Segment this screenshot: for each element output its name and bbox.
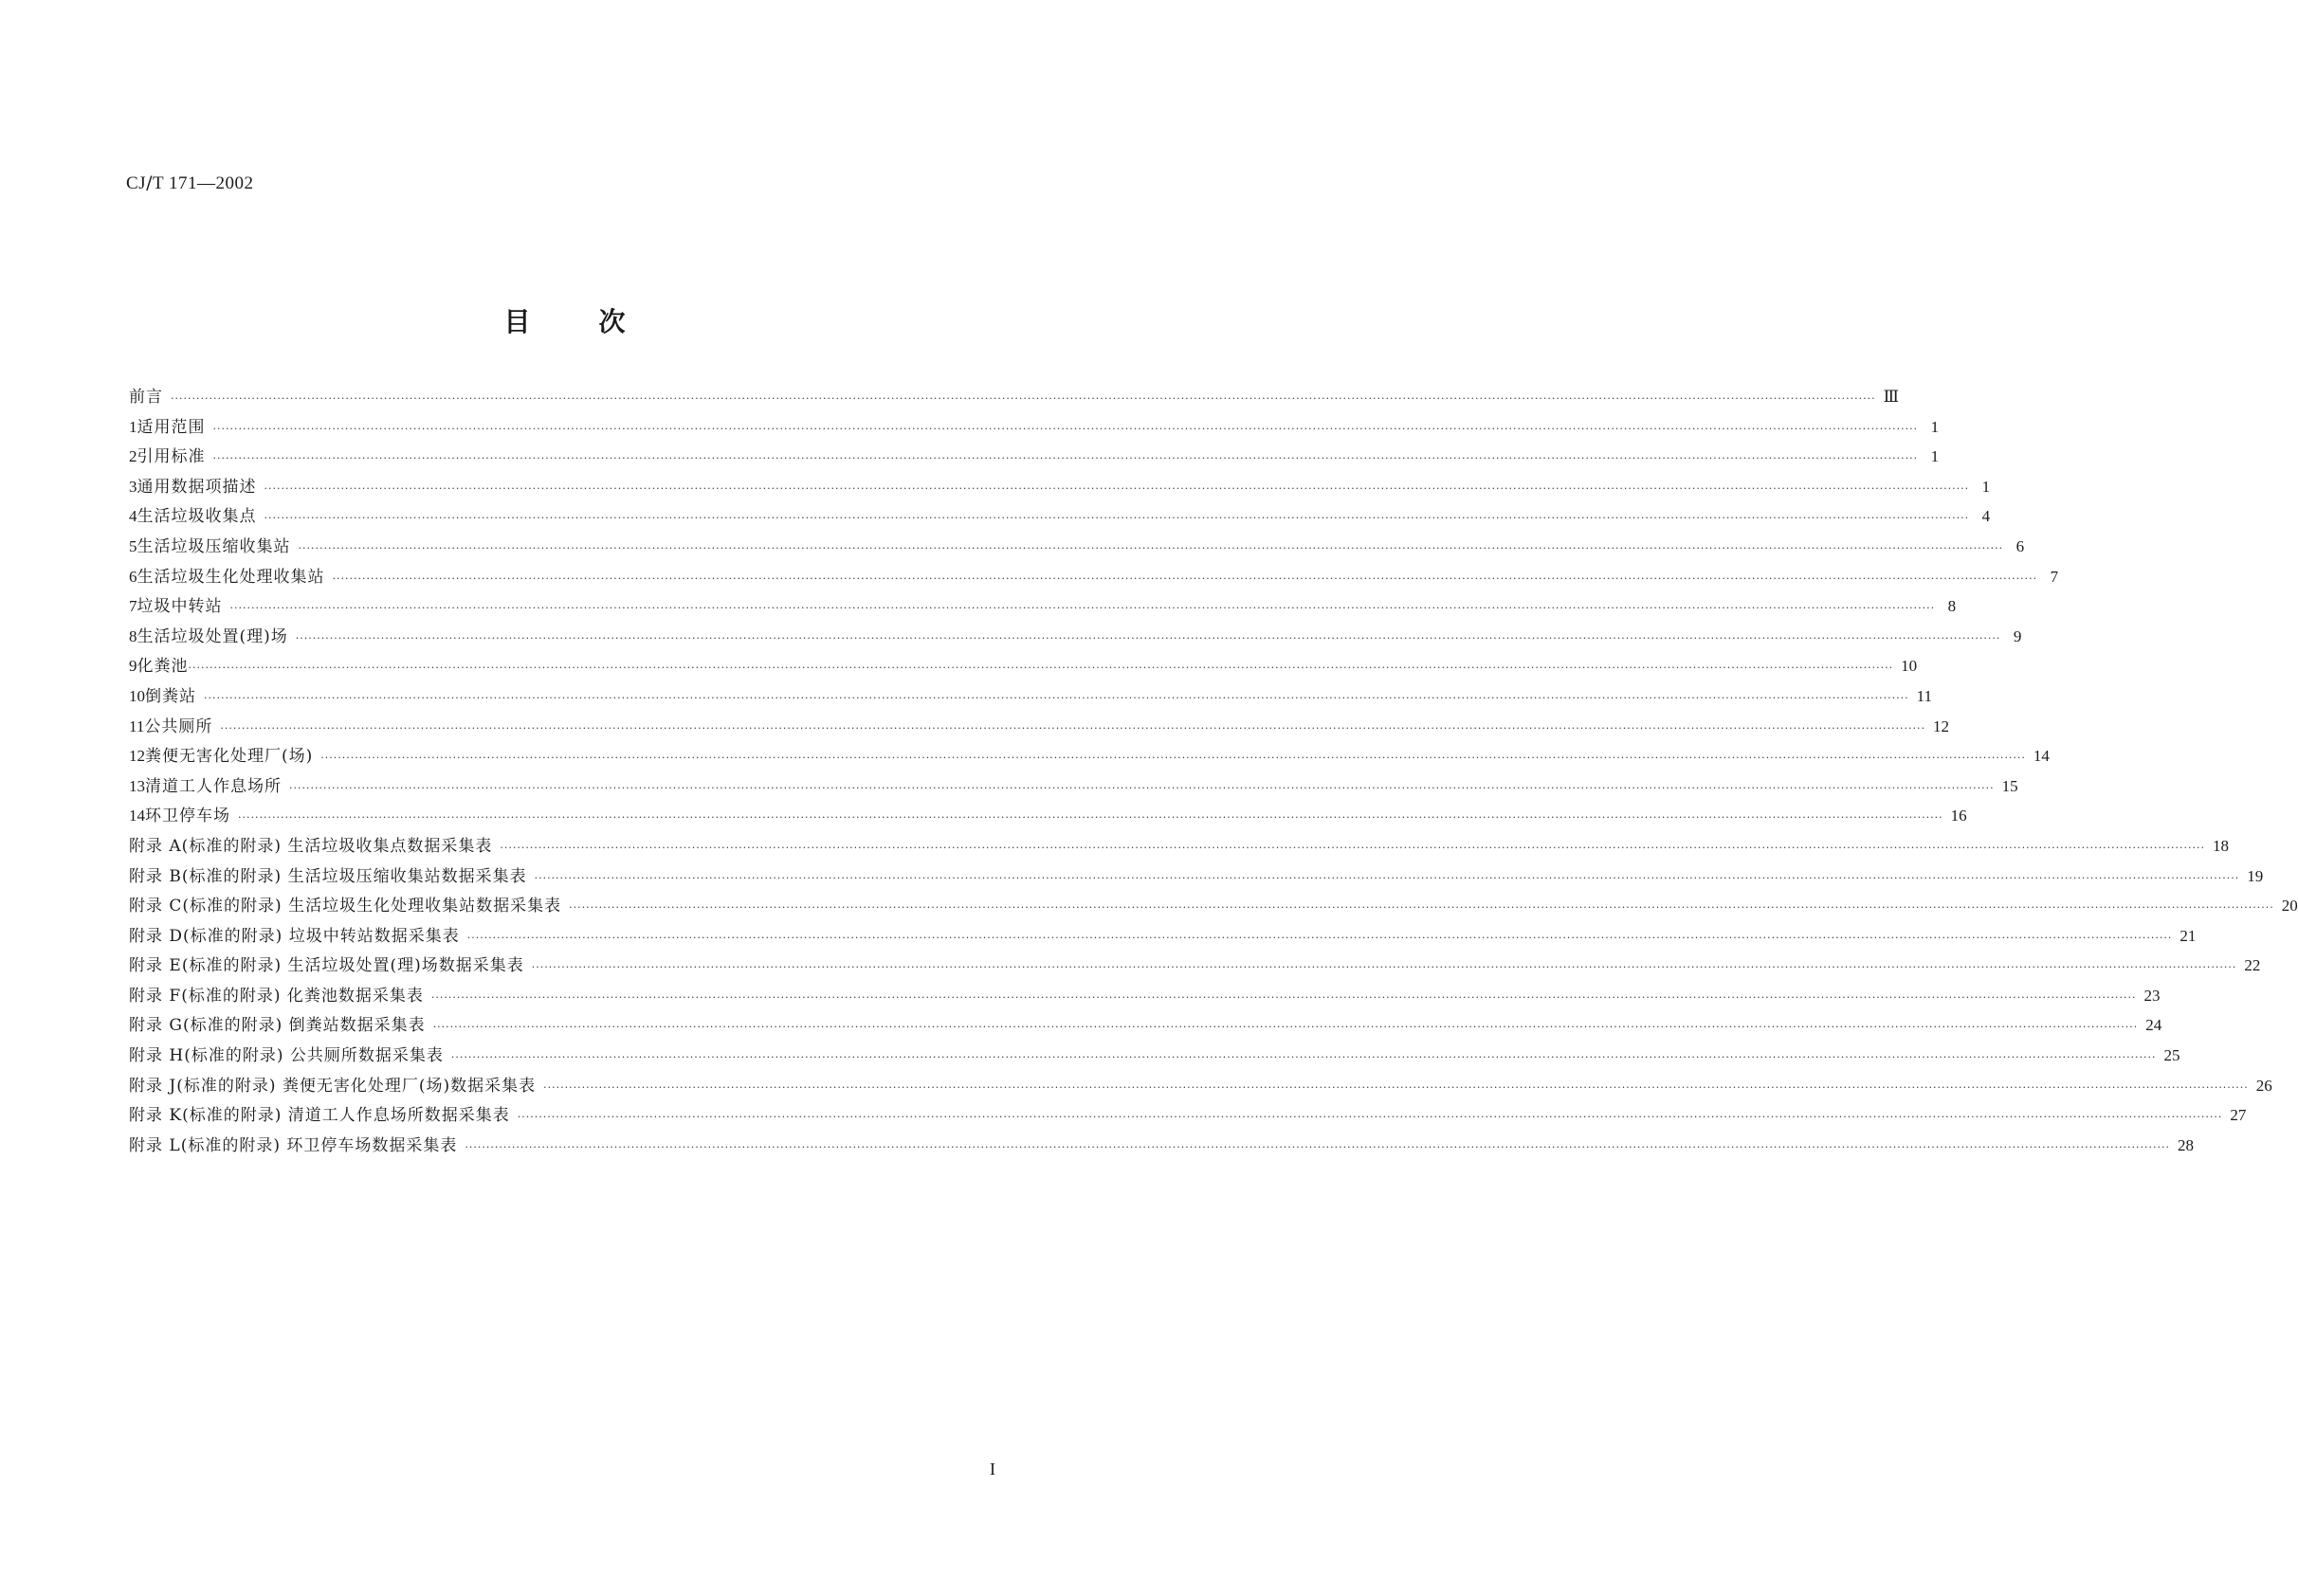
toc-entry-title: 通用数据项描述	[137, 477, 257, 497]
toc-entry-number: 2	[129, 447, 137, 466]
toc-entry-page: 22	[2244, 956, 2261, 975]
toc-entry-page: 28	[2178, 1135, 2195, 1154]
page-number: I	[990, 1460, 995, 1478]
toc-entry[interactable]	[129, 801, 1967, 831]
toc-entry-title: 生活垃圾处置(理)场	[137, 626, 288, 646]
toc-entry-page: 24	[2145, 1016, 2162, 1035]
toc-entry-title: 适用范围	[137, 417, 206, 437]
toc-entry[interactable]	[129, 382, 1900, 412]
toc-entry-title: 附录 E(标准的附录) 生活垃圾处置(理)场数据采集表	[129, 956, 524, 976]
toc-entry-title: 引用标准	[137, 447, 206, 467]
toc-entry-title: 垃圾中转站	[137, 597, 223, 617]
toc-entry-number: 3	[129, 477, 137, 496]
toc-title: 目次	[503, 306, 694, 337]
toc-entry-page: 1	[1930, 447, 1940, 466]
toc-leader-dots: ················································································································································································································································································································································································································	[295, 631, 2001, 644]
toc-entry-page: 16	[1950, 807, 1967, 825]
toc-entry-title: 生活垃圾收集点	[137, 507, 257, 527]
toc-entry-page: Ⅲ	[1883, 388, 1900, 406]
toc-entry-page: 11	[1916, 686, 1933, 705]
toc-entry[interactable]	[129, 681, 1933, 712]
toc-entry-page: 23	[2143, 986, 2161, 1005]
toc-entry[interactable]	[129, 1041, 2180, 1071]
toc-entry[interactable]	[129, 981, 2161, 1011]
toc-entry-title: 附录 C(标准的附录) 生活垃圾生化处理收集站数据采集表	[129, 897, 562, 916]
toc-leader-dots: ················································································································································································································································································································································································································	[432, 1021, 2139, 1034]
toc-leader-dots: ················································································································································································································································································································································································································	[517, 1111, 2223, 1124]
toc-entry-title: 生活垃圾生化处理收集站	[137, 567, 325, 587]
toc-entry-page: 26	[2255, 1076, 2272, 1095]
toc-entry[interactable]	[129, 1071, 2272, 1101]
document-code-prefix: CJ	[126, 173, 147, 193]
toc-leader-dots: ················································································································································································································································································································································································································	[500, 841, 2205, 854]
toc-entry-title: 附录 K(标准的附录) 清道工人作息场所数据采集表	[129, 1106, 510, 1126]
toc-entry-number: 13	[129, 776, 145, 795]
toc-leader-dots: ················································································································································································································································································································································································································	[220, 721, 1926, 735]
toc-leader-dots: ················································································································································································································································································································································································································	[229, 602, 1936, 615]
document-code	[126, 172, 254, 194]
toc-entry[interactable]	[129, 651, 1918, 681]
toc-leader-dots: ················································································································································································································································································································································································································	[450, 1051, 2157, 1064]
toc-leader-dots: ················································································································································································································································································································································································································	[531, 961, 2237, 974]
document-code-number: T 171—2002	[152, 173, 254, 193]
toc-entry-number: 4	[129, 507, 137, 526]
toc-entry-number: 11	[129, 716, 145, 735]
toc-entry[interactable]	[129, 442, 1940, 472]
toc-entry-page: 1	[1930, 417, 1940, 436]
toc-leader-dots: ················································································································································································································································································································································································································	[171, 392, 1876, 405]
toc-leader-dots: ················································································································································································································································································································································································································	[298, 541, 2004, 554]
toc-entry-title: 附录 A(标准的附录) 生活垃圾收集点数据采集表	[129, 836, 493, 856]
toc-entry-page: 9	[2013, 626, 2022, 645]
toc-entry-page: 4	[1981, 507, 1991, 526]
toc-entry-page: 10	[1901, 657, 1918, 676]
toc-entry[interactable]	[129, 1100, 2247, 1131]
toc-entry-page: 15	[2001, 776, 2018, 795]
toc-leader-dots: ················································································································································································································································································································································································································	[430, 990, 2137, 1004]
toc-entry-number: 1	[129, 417, 137, 436]
toc-entry-page: 8	[1947, 597, 1957, 616]
table-of-contents	[129, 382, 2298, 1160]
toc-entry-title: 附录 J(标准的附录) 粪便无害化处理厂(场)数据采集表	[129, 1076, 537, 1096]
toc-entry-page: 1	[1981, 477, 1991, 496]
toc-entry[interactable]	[129, 412, 1940, 443]
toc-entry[interactable]	[129, 472, 1991, 502]
toc-entry-page: 18	[2213, 836, 2229, 855]
toc-entry-number: 12	[129, 747, 145, 766]
toc-entry-title: 环卫停车场	[145, 807, 230, 826]
toc-entry-title: 粪便无害化处理厂(场)	[145, 747, 314, 767]
toc-entry-title: 附录 D(标准的附录) 垃圾中转站数据采集表	[129, 926, 460, 946]
toc-entry-title: 附录 G(标准的附录) 倒粪站数据采集表	[129, 1016, 426, 1036]
toc-entry[interactable]	[129, 591, 1957, 622]
toc-entry-number: 7	[129, 597, 137, 616]
toc-entry[interactable]	[129, 951, 2261, 981]
toc-entry[interactable]	[129, 532, 2025, 562]
toc-entry-number: 5	[129, 536, 137, 555]
toc-entry-page: 12	[1933, 716, 1950, 735]
toc-entry[interactable]	[129, 921, 2197, 952]
toc-entry[interactable]	[129, 622, 2022, 652]
toc-entry-title: 附录 L(标准的附录) 环卫停车场数据采集表	[129, 1135, 458, 1155]
toc-entry-title: 附录 B(标准的附录) 生活垃圾压缩收集站数据采集表	[129, 866, 527, 886]
toc-entry-page: 19	[2247, 866, 2264, 885]
toc-leader-dots: ················································································································································································································································································································································································································	[534, 871, 2240, 884]
toc-entry-title: 化粪池	[137, 657, 189, 677]
toc-entry[interactable]	[129, 1010, 2162, 1041]
toc-leader-dots: ················································································································································································································································································································································································································	[289, 781, 1995, 794]
toc-leader-dots: ················································································································································································································································································································································································································	[188, 662, 1894, 675]
toc-entry-number: 8	[129, 626, 137, 645]
toc-entry-page: 6	[2015, 536, 2025, 555]
toc-entry-title: 公共厕所	[144, 716, 213, 736]
toc-entry-number: 6	[129, 567, 137, 586]
toc-leader-dots: ················································································································································································································································································································································································································	[465, 1140, 2171, 1153]
toc-entry[interactable]	[129, 501, 1991, 532]
toc-entry-page: 20	[2281, 897, 2298, 916]
toc-entry[interactable]	[129, 771, 2018, 802]
toc-entry-title: 清道工人作息场所	[145, 776, 282, 796]
toc-entry[interactable]	[129, 1131, 2195, 1161]
toc-entry-title: 倒粪站	[145, 686, 196, 706]
toc-entry[interactable]	[129, 891, 2298, 921]
toc-entry[interactable]	[129, 712, 1950, 742]
toc-leader-dots: ················································································································································································································································································································································································································	[264, 481, 1970, 495]
toc-entry-title: 前言	[129, 388, 163, 407]
toc-leader-dots: ················································································································································································································································································································································································································	[320, 752, 2026, 765]
document-code-separator: /	[146, 172, 153, 193]
toc-entry-title: 附录 H(标准的附录) 公共厕所数据采集表	[129, 1046, 444, 1066]
toc-leader-dots: ················································································································································································································································································································································································································	[212, 422, 1919, 435]
toc-entry-number: 14	[129, 807, 145, 825]
toc-entry-number: 9	[129, 657, 137, 676]
toc-entry-number: 10	[129, 686, 145, 705]
toc-entry-title: 附录 F(标准的附录) 化粪池数据采集表	[129, 986, 424, 1006]
toc-leader-dots: ················································································································································································································································································································································································································	[543, 1080, 2249, 1094]
toc-leader-dots: ················································································································································································································································································································································································································	[332, 571, 2038, 585]
toc-leader-dots: ················································································································································································································································································································································································································	[238, 811, 1943, 825]
toc-entry-page: 25	[2163, 1046, 2180, 1065]
toc-entry[interactable]	[129, 741, 2050, 771]
toc-leader-dots: ················································································································································································································································································································································································································	[466, 931, 2173, 944]
toc-leader-dots: ················································································································································································································································································································································································································	[212, 452, 1919, 465]
toc-leader-dots: ················································································································································································································································································································································································································	[204, 691, 1909, 704]
toc-entry-title: 生活垃圾压缩收集站	[137, 536, 291, 556]
toc-leader-dots: ················································································································································································································································································································································································································	[569, 901, 2274, 915]
toc-entry[interactable]	[129, 562, 2059, 592]
toc-entry-page: 7	[2050, 567, 2059, 586]
toc-entry-page: 27	[2230, 1106, 2247, 1125]
toc-entry-page: 21	[2179, 926, 2197, 945]
toc-entry[interactable]	[129, 831, 2229, 861]
toc-entry-page: 14	[2033, 747, 2050, 766]
toc-entry[interactable]	[129, 861, 2264, 892]
toc-leader-dots: ················································································································································································································································································································································································································	[264, 512, 1970, 525]
